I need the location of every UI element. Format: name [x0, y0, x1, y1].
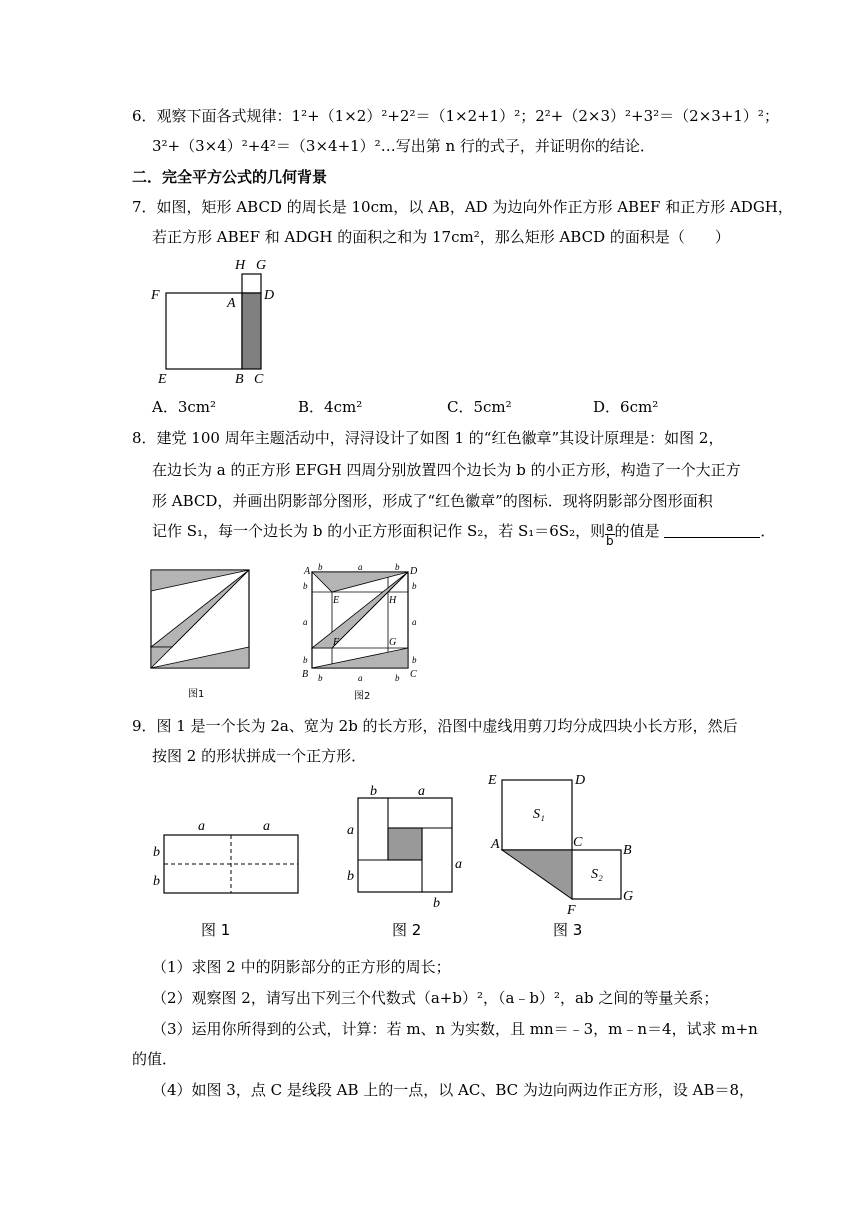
- q7-figure: [150, 255, 290, 390]
- q8-line-1: 8．建党 100 周年主题活动中，浔浔设计了如图 1 的“红色徽章”其设计原理是：如图 2，: [132, 429, 724, 447]
- fig1-caption: 图1: [188, 689, 205, 700]
- side-label-a: a: [347, 823, 354, 838]
- side-label-b: b: [303, 581, 308, 591]
- label-g: G: [256, 258, 267, 273]
- side-label-a: a: [358, 673, 363, 683]
- side-label-a: a: [412, 617, 417, 627]
- side-label-b: b: [395, 673, 400, 683]
- label-b: B: [623, 843, 632, 858]
- side-label-a: a: [418, 784, 425, 799]
- side-label-b: b: [153, 845, 160, 860]
- q9-sub-1: （1）求图 2 中的阴影部分的正方形的周长；: [152, 958, 451, 976]
- side-label-b: b: [370, 784, 377, 799]
- option-c: C．5cm²: [447, 398, 512, 416]
- label-e: E: [158, 372, 167, 387]
- q9-figure-1: [150, 815, 310, 945]
- fig1-caption: 图 1: [201, 921, 231, 939]
- label-s2: S₂: [591, 867, 603, 882]
- side-label-a: a: [358, 562, 363, 572]
- side-label-b: b: [303, 655, 308, 665]
- q9-line-2: 按图 2 的形状拼成一个正方形．: [152, 747, 367, 765]
- fraction-a-over-b: [605, 521, 614, 548]
- side-label-b: b: [412, 655, 417, 665]
- q6-line-2: 3²+（3×4）²+4²＝（3×4+1）²…写出第 n 行的式子，并证明你的结论．: [152, 137, 655, 155]
- q8-line-3: 形 ABCD，并画出阴影部分图形，形成了“红色徽章”的图标．现将阴影部分图形面积: [152, 492, 713, 510]
- rectangle-abcd-shaded: [242, 293, 261, 369]
- option-d: D．6cm²: [593, 398, 659, 416]
- side-label-b: b: [318, 562, 323, 572]
- fig2-caption: 图2: [354, 691, 371, 702]
- fig2-caption: 图 2: [392, 921, 422, 939]
- side-label-b: b: [153, 874, 160, 889]
- side-label-a: a: [455, 857, 462, 872]
- q9-figure-2: [340, 780, 470, 945]
- shaded-triangle: [502, 850, 572, 899]
- label-h: H: [389, 595, 397, 606]
- label-e: E: [333, 595, 340, 606]
- label-b: B: [302, 669, 309, 680]
- label-d: D: [575, 773, 586, 788]
- fig3-caption: 图 3: [553, 921, 583, 939]
- q9-sub-4: （4）如图 3，点 C 是线段 AB 上的一点，以 AC、BC 为边向两边作正方形，设 AB＝8，: [152, 1081, 755, 1099]
- option-b: B．4cm²: [298, 398, 363, 416]
- fraction-denominator: b: [606, 534, 614, 548]
- side-label-b: b: [318, 673, 323, 683]
- label-c: C: [410, 669, 417, 680]
- section-heading: 二．完全平方公式的几何背景: [132, 168, 328, 186]
- label-h: H: [235, 258, 246, 273]
- label-s1: S₁: [533, 807, 545, 822]
- q8-line-4-mid: 的值是: [614, 522, 660, 540]
- q9-sub-3-line-1: （3）运用你所得到的公式，计算：若 m、n 为实数，且 mn＝﹣3，m﹣n＝4，试求 m+n: [152, 1020, 758, 1038]
- label-d: D: [410, 566, 418, 577]
- q8-line-2: 在边长为 a 的正方形 EFGH 四周分别放置四个边长为 b 的小正方形，构造了一个大正方: [152, 461, 741, 479]
- q8-line-4-end: ．: [760, 522, 776, 540]
- label-a: A: [491, 837, 500, 852]
- q9-figure-3: [485, 768, 665, 946]
- q9-sub-2: （2）观察图 2，请写出下列三个代数式（a+b）²，（a﹣b）²，ab 之间的等量关系；: [152, 989, 719, 1007]
- q8-line-4: [152, 521, 775, 548]
- side-label-b: b: [412, 581, 417, 591]
- label-f: F: [333, 637, 340, 648]
- side-label-b: b: [347, 869, 354, 884]
- label-f: F: [151, 288, 160, 303]
- side-label-a: a: [263, 819, 270, 834]
- label-a: A: [304, 566, 311, 577]
- side-label-b: b: [433, 896, 440, 911]
- shaded-square: [388, 828, 422, 860]
- fraction-numerator: a: [606, 520, 614, 534]
- label-a: A: [227, 296, 236, 311]
- badge-figure-1: [150, 569, 252, 704]
- q7-line-2: 若正方形 ABEF 和 ADGH 的面积之和为 17cm²，那么矩形 ABCD 的面积是（ ）: [152, 228, 730, 246]
- square-adgh: [242, 274, 261, 293]
- label-d: D: [264, 288, 275, 303]
- label-b: B: [235, 372, 244, 387]
- label-f: F: [567, 903, 576, 918]
- side-label-a: a: [303, 617, 308, 627]
- answer-blank: [664, 523, 760, 538]
- label-g: G: [389, 637, 397, 648]
- label-e: E: [488, 773, 497, 788]
- q9-sub-3-line-2: 的值．: [132, 1050, 178, 1068]
- q8-line-4-start: 记作 S₁，每一个边长为 b 的小正方形面积记作 S₂，若 S₁＝6S₂，则: [152, 522, 606, 540]
- badge-figure-2: [300, 563, 425, 703]
- label-c: C: [254, 372, 264, 387]
- option-a: A．3cm²: [152, 398, 217, 416]
- label-c: C: [573, 835, 583, 850]
- side-label-b: b: [395, 562, 400, 572]
- q9-line-1: 9．图 1 是一个长为 2a、宽为 2b 的长方形，沿图中虚线用剪刀均分成四块小长方形，然后: [132, 717, 738, 735]
- q6-line-1: 6．观察下面各式规律：1²+（1×2）²+2²＝（1×2+1）²；2²+（2×3）²+3²＝（2×3+1）²；: [132, 107, 779, 125]
- q7-line-1: 7．如图，矩形 ABCD 的周长是 10cm，以 AB，AD 为边向外作正方形 ABEF 和正方形 ADGH，: [132, 198, 793, 216]
- side-label-a: a: [198, 819, 205, 834]
- label-g: G: [623, 889, 634, 904]
